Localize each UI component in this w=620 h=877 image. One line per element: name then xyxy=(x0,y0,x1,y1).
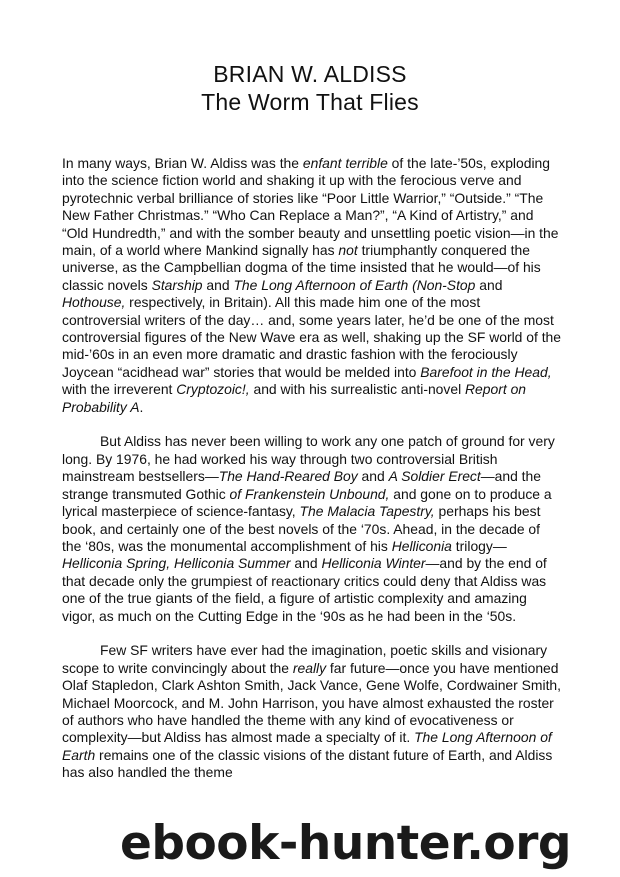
italic-run: The Hand-Reared Boy xyxy=(218,468,358,485)
italic-run: Cryptozoic!, xyxy=(176,381,250,398)
italic-run: Starship xyxy=(151,276,203,293)
text-run: trilogy— xyxy=(451,537,507,554)
italic-run: Hothouse, xyxy=(62,294,126,311)
body-paragraph xyxy=(62,155,562,416)
text-run: and xyxy=(357,468,389,485)
text-run: Few SF writers have ever had the imagination, poetic skills and visionary scope to write convincingly about the xyxy=(62,642,548,676)
italic-run: really xyxy=(292,659,327,676)
text-run: and xyxy=(475,276,503,293)
italic-run: Report on Probability A xyxy=(62,381,527,415)
text-run: remains one of the classic visions of the distant future of Earth, and Aldiss has also handled the theme xyxy=(62,746,553,781)
text-run: and xyxy=(202,276,234,293)
text-run: —and the strange transmuted Gothic xyxy=(62,468,541,502)
italic-run: of Frankenstein Unbound, xyxy=(229,485,390,502)
italic-run: Helliconia Winter xyxy=(321,555,426,572)
italic-run: not xyxy=(338,242,358,259)
italic-run: The Malacia Tapestry, xyxy=(299,503,435,520)
italic-run: The Long Afternoon of Earth (Non-Stop xyxy=(233,276,476,293)
text-run: and xyxy=(290,555,322,572)
text-run: and gone on to produce a lyrical masterpiece of science-fantasy, xyxy=(62,485,552,520)
italic-run: Barefoot in the Head, xyxy=(420,363,552,380)
italic-run: Helliconia xyxy=(391,537,452,554)
italic-run: Helliconia Spring, Helliconia Summer xyxy=(62,555,291,572)
italic-run: A Soldier Erect xyxy=(388,468,481,485)
watermark: ebook-hunter.org xyxy=(120,816,572,871)
text-run: of the late-’50s, exploding into the science fiction world and shaking it up with the ferocious verve and pyrotechnic verbal brilliance of stories like “Poor Little Warrior,” “Outside.” “The New Father Christmas.” “Who Can Replace a Man?”, “A Kind of Artistry,” and “Old Hundredth,” and with the somber beauty and unsettling poetic vision—in the main, of a world where Mankind signally has xyxy=(62,155,559,259)
italic-run: enfant terrible xyxy=(302,155,388,171)
text-run: and with his surrealistic anti-novel xyxy=(249,381,466,398)
author-name: BRIAN W. ALDISS xyxy=(213,61,407,87)
text-run: But Aldiss has never been willing to work any one patch of ground for very long. By 1976, he had worked his way through two controversial British mainstream bestsellers— xyxy=(62,433,555,485)
text-run: perhaps his best book, and certainly one of the best novels of the ‘70s. Ahead, in the decade of the ‘80s, was the monumental accomplishment of his xyxy=(62,503,541,554)
body-paragraph xyxy=(62,433,562,624)
text-run: with the irreverent xyxy=(62,381,177,398)
body-paragraph xyxy=(62,642,562,781)
text-run: far future—once you have mentioned Olaf Stapledon, Clark Ashton Smith, Jack Vance, Gene Wolfe, Cordwainer Smith, Michael Moorcock, and M. John Harrison, you have almost exhausted the roster of authors who have handled the theme with any kind of evocativeness or complexity—but Aldiss has almost made a specialty of it. xyxy=(62,659,562,746)
title-block xyxy=(0,60,620,116)
story-title: The Worm That Flies xyxy=(201,89,419,115)
text-run: In many ways, Brian W. Aldiss was the xyxy=(62,155,303,171)
text-run: . xyxy=(139,398,144,415)
text-run: respectively, in Britain). All this made him one of the most controversial writers of the day… and, some years later, he’d be one of the most controversial figures of the New Wave era as well, shaking up the SF world of the mid-’60s in an even more dramatic and drastic fashion with the ferociously Joycean “acidhead war” stories that would be melded into xyxy=(62,294,562,380)
italic-run: The Long Afternoon of Earth xyxy=(62,729,552,763)
text-run: triumphantly conquered the universe, as the Campbellian dogma of the time insisted that he would—of his classic novels xyxy=(62,242,541,293)
text-run: —and by the end of that decade only the grumpiest of reactionary critics could deny that Aldiss was one of the true giants of the field, a figure of artistic complexity and amazing vigor, as much on the Cutting Edge in the ‘90s as he had been in the ‘50s. xyxy=(62,555,547,624)
body-text xyxy=(62,155,562,799)
